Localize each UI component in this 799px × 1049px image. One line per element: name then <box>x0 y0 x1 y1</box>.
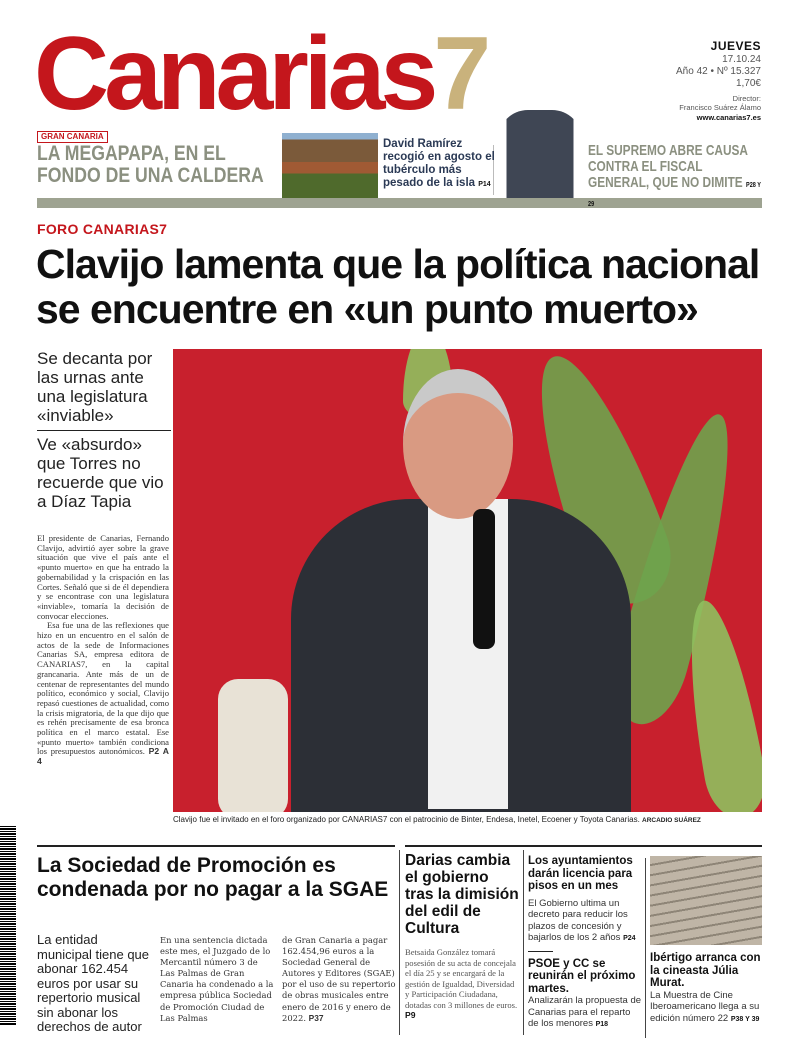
date: 17.10.24 <box>722 54 761 65</box>
subhead: Ve «absurdo» que Torres no recuerde que vio a Díaz Tapia <box>37 435 164 511</box>
story-headline[interactable]: Los ayuntamientos darán licencia para pisos en un mes <box>528 855 633 892</box>
story-body-text: La Muestra de Cine Iberoamericano llega a su edición número 22 <box>650 989 760 1024</box>
story-headline[interactable]: PSOE y CC se reunirán el próximo martes. <box>528 957 636 995</box>
website-link[interactable]: www.canarias7.es <box>696 113 761 122</box>
price: 1,70€ <box>735 78 761 89</box>
story-headline[interactable]: Ibértigo arranca con la cineasta Júlia Murat. <box>650 952 761 989</box>
subheads <box>37 349 171 511</box>
teaser-title[interactable] <box>588 143 762 213</box>
photo-credit: ARCADIO SUÁREZ <box>642 817 701 824</box>
masthead-info <box>676 40 761 124</box>
kicker: FORO CANARIAS7 <box>37 221 168 237</box>
logo-number: 7 <box>433 16 487 132</box>
story-body-text: El Gobierno ultima un decreto para reducir los plazos de concesión y bajarlos de los 2 años <box>528 897 628 943</box>
page-ref: P2 A 4 <box>37 746 169 767</box>
page-ref: P37 <box>308 1012 324 1023</box>
teaser-text-body: David Ramírez recogió en agosto el tubérculo más pesado de la isla <box>383 138 495 189</box>
story-headline[interactable]: Darias cambia el gobierno tras la dimisión del edil de Cultura <box>405 852 519 937</box>
column-rule <box>399 850 400 1035</box>
page-ref: P28 Y 29 <box>588 182 761 208</box>
lead-body <box>37 534 169 767</box>
story <box>405 852 520 1021</box>
story-subhead: La entidad municipal tiene que abonar 162.454 euros por usar su repertorio musical sin abonar los derechos de autor <box>37 932 150 1034</box>
director-label: Director: <box>732 94 761 103</box>
day: JUEVES <box>710 39 761 53</box>
divider <box>405 845 762 847</box>
caption-text: Clavijo fue el invitado en el foro organizado por CANARIAS7 con el patrocinio de Binter, Endesa, Inetel, Ecoener y Toyota Canarias. <box>173 815 640 824</box>
page-ref: P18 <box>595 1021 609 1028</box>
paragraph: El presidente de Canarias, Fernando Clavijo, advirtió ayer sobre la grave situación que vive el país ante el «punto muerto» en que ha entrado la gobernabilidad y la crispación en las Cortes. Señaló que si de él dependiera y se encontrase con una legislatura «inviable», tomaría la decisión de convocar elecciones. <box>37 533 169 621</box>
story-body-text: Betsaida González tomará posesión de su acta de concejala el día 25 y se encargará de la gestión de Igualdad, Diversidad y Participación Ciudadana, dotadas con 3 millones de euros. <box>405 947 518 1010</box>
brief <box>528 855 643 1031</box>
story-body <box>405 947 520 1021</box>
paragraph: Esa fue una de las reflexiones que hizo en un encuentro en el salón de actos de la sede de Informaciones Canarias SA, empresa editora de CANARIAS7, en la capital grancanaria. Ante más de un de centenar de representantes del mundo político, económico y social, Clavijo repasó cuestiones de actualidad, como la crisis migratoria, de la que dijo que es rehén precisamente de esa bronca política en el marco estatal. Ese «punto muerto» también condiciona los presupuestos autonómicos. <box>37 620 169 757</box>
story-body-text: de Gran Canaria a pagar 162.454,96 euros a la Sociedad General de Autores y Editores (SGAE) por el uso de su repertorio de obras musicales entre enero de 2016 y enero de 2022. <box>282 935 396 1023</box>
issue: Año 42 • Nº 15.327 <box>676 66 761 77</box>
teaser-title-text: LA MEGAPAPA, EN EL FONDO DE UNA CALDERA <box>37 142 264 187</box>
story-headline[interactable]: La Sociedad de Promoción es condenada por no pagar a la SGAE <box>37 854 389 901</box>
director: Francisco Suárez Álamo <box>679 103 761 112</box>
subhead: Se decanta por las urnas ante una legislatura «inviable» <box>37 349 153 425</box>
photo-caption <box>173 815 762 826</box>
brief <box>650 952 768 1025</box>
divider <box>37 430 171 431</box>
story-body <box>282 935 397 1024</box>
barcode <box>0 826 16 1026</box>
section-tag: GRAN CANARIA <box>37 131 108 143</box>
divider <box>37 845 395 847</box>
main-photo <box>173 349 762 812</box>
page-ref: P9 <box>405 1010 416 1020</box>
column-rule <box>523 850 524 1035</box>
teaser-title-text: EL SUPREMO ABRE CAUSA CONTRA EL FISCAL GENERAL, QUE NO DIMITE <box>588 142 748 191</box>
story-body-text: Analizarán la propuesta de Canarias para el reparto de los menores <box>528 995 642 1029</box>
logo <box>34 16 487 132</box>
divider <box>528 951 553 952</box>
page-ref: P38 Y 39 <box>730 1015 760 1023</box>
teaser-photo <box>498 110 582 198</box>
teaser-text <box>383 138 495 191</box>
logo-text: Canarias <box>34 16 434 132</box>
page-ref: P14 <box>478 181 491 188</box>
teaser-title[interactable] <box>37 143 281 187</box>
story-photo <box>650 856 762 945</box>
main-headline[interactable]: Clavijo lamenta que la política nacional se encuentre en «un punto muerto» <box>36 241 760 332</box>
page-ref: P24 <box>623 935 636 942</box>
teaser-photo <box>282 133 378 198</box>
story-body: En una sentencia dictada este mes, el Juzgado de lo Mercantil número 3 de Las Palmas de Gran Canaria ha condenado a la empresa pública Sociedad de Promoción Ciudad de Las Palmas <box>160 935 274 1023</box>
column-rule <box>645 858 646 1038</box>
